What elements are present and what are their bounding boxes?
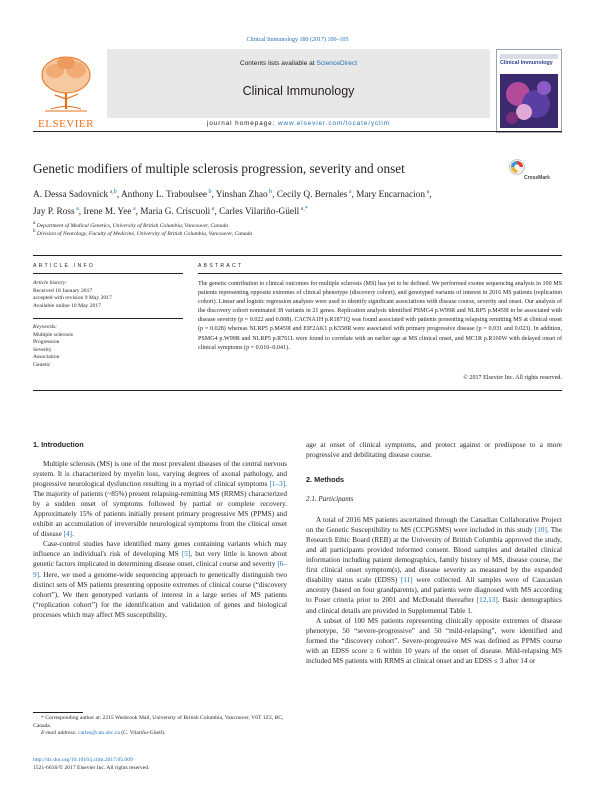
intro-heading: 1. Introduction bbox=[33, 440, 84, 449]
corresponding-author: * Corresponding author at: 2215 Wesbrook Mall, University of British Columbia, Vancouver, V6T 1Z3, BC, Canada. bbox=[33, 715, 284, 729]
email-link[interactable]: carles@can.ubc.ca bbox=[78, 730, 120, 737]
author-affiliation-mark[interactable]: a,* bbox=[299, 205, 308, 212]
running-head[interactable]: Clinical Immunology 180 (2017) 100–105 bbox=[246, 37, 349, 43]
paragraph-text: Case-control studies have identified many genes containing variants which may influence an individual's risk of developing MS bbox=[33, 540, 287, 559]
homepage-link[interactable]: www.elsevier.com/locate/yclim bbox=[277, 120, 390, 127]
elsevier-logo[interactable] bbox=[33, 49, 99, 131]
journal-band bbox=[107, 49, 490, 118]
history-received: Received 18 January 2017 bbox=[33, 287, 93, 294]
paragraph-text: A total of 2016 MS patients ascertained through the Canadian Collaborative Project on the Genetic Susceptibility to MS (CCPGSMS) were included in this study bbox=[306, 516, 562, 535]
abstract-text: The genetic contribution to clinical outcomes for multiple sclerosis (MS) has yet to be defined. We performed exome sequencing analysis in 100 MS patients representing opposite extremes of clinical phenotype (discovery cohort), and genotyped variants of interest in 2016 MS patients (replication cohort). Linear and logistic regression analyses were used to identify significant associations with disease course, severity and onset. Our analysis of the discovery cohort nominated 38 variants in 21 genes. Replication analysis identified PSMG4 p.W99R and NLRP5 p.M459I to be associated with disease severity (p = 0.022 and 0.008). CACNA1H p.R1871Q was found associated with patients presenting relapsing remitting MS at clinical onset (p = 0.028) whereas NLRP5 p.M459I and EIF2AK1 p.K558R were associated with primary progressive disease (p = 0.031 and 0.023). In addition, PSMG4 p.W99R and NLRP5 p.R761L were found to correlate with an earlier age at MS clinical onset, and MC1R p.R160W with delayed onset of clinical symptoms (p = 0.010–0.041). bbox=[198, 281, 562, 351]
paragraph-text: . The Research Ethic Board (REB) at the University of British Columbia approved the study, and all participants provided informed consent. Blood samples and detailed clinical information including patient demographics, family history of MS, disease course, the first clinical onset symptom(s), and disease severity as measured by the expanded disability status scale (EDSS) bbox=[306, 526, 563, 585]
sciencedirect-link[interactable]: ScienceDirect bbox=[316, 60, 358, 67]
intro-body bbox=[33, 459, 287, 620]
intro-continued bbox=[306, 440, 562, 460]
keywords-label: Keywords: bbox=[33, 324, 58, 330]
author-name[interactable]: Mary Encarnacion bbox=[356, 190, 426, 200]
paragraph-text: , but very little is known about genetic factors implicated in determining disease onset, clinical course and severity bbox=[33, 550, 287, 569]
affiliation-a bbox=[33, 223, 562, 231]
section-rule bbox=[33, 255, 562, 256]
crossmark-icon bbox=[509, 159, 525, 175]
paragraph-text: Multiple sclerosis (MS) is one of the most prevalent diseases of the central nervous system. It is characterized by myelin loss, varying degrees of axonal pathology, and progressive neurological dysfunction resulting in a myriad of clinical symptoms bbox=[33, 460, 287, 489]
email-label: E-mail address: bbox=[41, 730, 79, 737]
methods-body bbox=[306, 515, 562, 666]
footnotes bbox=[33, 715, 287, 738]
journal-cover[interactable] bbox=[496, 49, 562, 133]
citation-link[interactable]: [10] bbox=[534, 526, 547, 535]
intro-paragraph-continued: age at onset of clinical symptoms, and protect against or predispose to a more progressive and debilitating disease course. bbox=[306, 441, 562, 460]
masthead bbox=[33, 49, 562, 131]
author-affiliation-mark[interactable]: a bbox=[347, 188, 352, 195]
author-list bbox=[33, 187, 562, 221]
contents-line bbox=[107, 60, 490, 67]
history-rule bbox=[33, 318, 183, 319]
citation-link[interactable]: [11] bbox=[400, 576, 413, 585]
page-footer bbox=[33, 757, 333, 772]
citation-link[interactable]: [12,13] bbox=[476, 596, 498, 605]
homepage-label: journal homepage: bbox=[207, 120, 278, 127]
author-name[interactable]: Irene M. Yee bbox=[83, 207, 132, 217]
author-name[interactable]: A. Dessa Sadovnick bbox=[33, 190, 109, 200]
article-history bbox=[33, 280, 183, 310]
footnote-rule bbox=[33, 712, 83, 713]
issn-line: 1521-6616/© 2017 Elsevier Inc. All rights reserved. bbox=[33, 764, 150, 771]
crossmark-badge[interactable] bbox=[504, 158, 554, 184]
affiliation-text: Department of Medical Genetics, University of British Columbia, Vancouver, Canada bbox=[36, 223, 229, 229]
affiliations bbox=[33, 223, 562, 238]
author-affiliation-mark[interactable]: a,b bbox=[108, 188, 117, 195]
author-affiliation-mark[interactable]: a bbox=[131, 205, 136, 212]
cover-artwork-icon bbox=[500, 74, 558, 128]
author-name[interactable]: Jay P. Ross bbox=[33, 207, 75, 217]
paragraph-text: . Basic demographics and clinical details are provided in Supplemental Table 1. bbox=[306, 596, 562, 615]
paragraph-text: . Here, we used a genome-wide sequencing approach to genetically distinguish two distinct sets of MS patients presenting opposite extremes of clinical course (“discovery cohort”). We then genotyped variants of interest in a large series of MS patients (“replication cohort”) for the identification and validation of genes and biological processes which may affect MS susceptibility, bbox=[33, 570, 287, 619]
crossmark-label: CrossMark bbox=[524, 175, 550, 181]
author-affiliation-mark[interactable]: b bbox=[206, 188, 212, 195]
author-affiliation-mark[interactable]: b bbox=[267, 188, 273, 195]
abstract-heading: ABSTRACT bbox=[198, 263, 244, 269]
article-info-heading: ARTICLE INFO bbox=[33, 263, 96, 269]
cover-title: Clinical Immunology bbox=[500, 60, 553, 66]
citation-link[interactable]: [4] bbox=[63, 530, 73, 539]
author-affiliation-mark[interactable]: a bbox=[210, 205, 215, 212]
history-label: Article history: bbox=[33, 280, 68, 286]
keyword: Association bbox=[33, 354, 60, 361]
methods-heading: 2. Methods bbox=[306, 475, 345, 485]
methods-paragraph bbox=[306, 515, 562, 615]
elsevier-wordmark: ELSEVIER bbox=[38, 118, 94, 130]
paragraph-text: . The majority of patients (~85%) present relapsing-remitting MS (RRMS) characterized by a sudden onset of symptoms followed by partial or complete recovery. Approximately 15% of patients initially present primary progressive MS (PPMS) and exhibit an accumulation of irreversible neurological symptoms from the clinical onset of disease bbox=[33, 480, 287, 539]
elsevier-tree-icon bbox=[33, 49, 99, 119]
author-name[interactable]: Cecily Q. Bernales bbox=[276, 190, 348, 200]
affiliation-b bbox=[33, 228, 562, 239]
keyword: Severity bbox=[33, 346, 52, 353]
affiliation-text: Division of Neurology, Faculty of Medicine, University of British Columbia, Vancouver, Canada bbox=[36, 230, 253, 237]
affiliation-mark: b bbox=[33, 228, 36, 234]
participants-subheading: 2.1. Participants bbox=[306, 495, 354, 504]
citation-link[interactable]: [5] bbox=[181, 550, 191, 559]
cover-top-strip bbox=[500, 54, 558, 59]
author-affiliation-mark[interactable]: a bbox=[425, 188, 430, 195]
right-column bbox=[306, 440, 562, 666]
homepage-line bbox=[107, 120, 490, 127]
abstract-copyright: © 2017 Elsevier Inc. All rights reserved. bbox=[463, 375, 562, 381]
author-name[interactable]: Yinshan Zhao bbox=[215, 190, 268, 200]
affiliation-mark: a bbox=[33, 221, 36, 227]
author-name[interactable]: Anthony L. Traboulsee bbox=[120, 190, 207, 200]
abstract-rule bbox=[198, 273, 562, 274]
keywords bbox=[33, 324, 183, 370]
left-column bbox=[33, 440, 287, 620]
keyword: Genetic bbox=[33, 361, 51, 368]
doi-link[interactable]: http://dx.doi.org/10.1016/j.clim.2017.05.009 bbox=[33, 757, 133, 763]
email-line bbox=[33, 730, 287, 738]
journal-title: Clinical Immunology bbox=[242, 84, 355, 98]
abstract-bottom-rule bbox=[33, 390, 562, 391]
contents-label: Contents lists available at bbox=[239, 60, 317, 67]
email-suffix: (C. Vilariño-Güell). bbox=[119, 730, 166, 737]
keyword: Progression bbox=[33, 339, 60, 346]
paragraph-text: were collected. All samples were of Caucasian ancestry (based on four grandparents), and patients were diagnosed with MS according to Poser criteria prior to 2001 and McDonald thereafter bbox=[306, 576, 563, 605]
authors-line-1: A. Dessa Sadovnick $^{a,b}$, Anthony L. Traboulsee $^b$, Yinshan Zhao $^b$, Cecily Q. Bernales $^a$, Mary Encarnacion $^a$, bbox=[33, 188, 432, 200]
history-revised: accepted with revision 9 May 2017 bbox=[33, 295, 112, 302]
author-name[interactable]: Maria G. Criscuoli bbox=[140, 207, 211, 217]
intro-paragraph bbox=[33, 459, 287, 539]
article-title: Genetic modifiers of multiple sclerosis progression, severity and onset bbox=[33, 161, 405, 176]
author-name[interactable]: Carles Vilariño-Güell bbox=[219, 207, 300, 217]
intro-paragraph bbox=[33, 539, 287, 619]
info-rule bbox=[33, 273, 183, 274]
author-affiliation-mark[interactable]: a bbox=[74, 205, 79, 212]
methods-paragraph: A subset of 100 MS patients representing clinically opposite extremes of disease phenotype, 50 “severe-progressive” and 50 “mild-relapsing”, were identified and formed the “discovery cohort”. Severe-progressive MS was defined as PPMS course with an EDSS score ≥ 6 within 10 years of the onset of disease. Mild-relapsing MS included MS patients with RRMS at clinical onset and an EDSS ≤ 3 after 14 or bbox=[306, 616, 562, 665]
citation-link[interactable]: [1–3] bbox=[269, 480, 286, 489]
authors-line-2: Jay P. Ross $^a$, Irene M. Yee $^a$, Maria G. Criscuoli $^a$, Carles Vilariño-Güell $^{a,*}$ bbox=[33, 205, 308, 217]
keyword: Multiple sclerosis bbox=[33, 331, 73, 338]
masthead-rule bbox=[33, 131, 562, 132]
paragraph-text: . bbox=[72, 530, 74, 539]
citation-link[interactable]: [6–9] bbox=[33, 560, 287, 579]
history-online: Available online 10 May 2017 bbox=[33, 302, 101, 309]
